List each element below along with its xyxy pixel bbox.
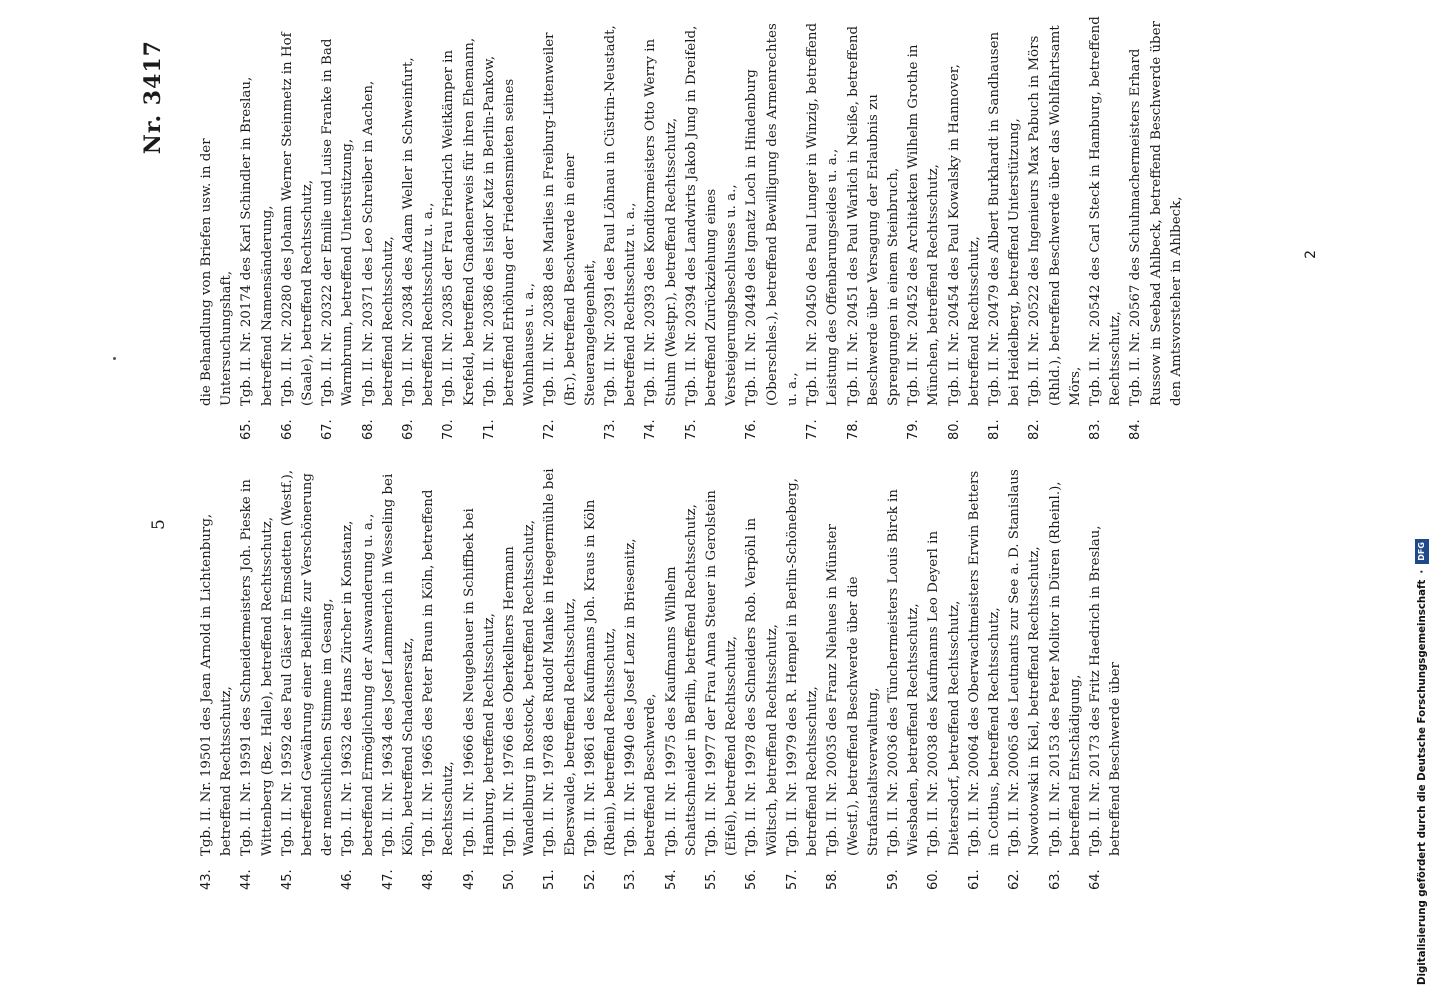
- list-item: [844, 10, 905, 440]
- digitization-credit-strip: [1410, 0, 1434, 1000]
- list-item: [379, 465, 419, 890]
- entry-text: Tgb. II. Nr. 19665 des Peter Braun in Köln, betreffend Rechtsschutz,: [421, 489, 457, 856]
- entry-number: 66.: [279, 419, 295, 440]
- list-item: [540, 10, 601, 440]
- list-item: [197, 465, 237, 890]
- list-item: [439, 10, 479, 440]
- entry-text: Tgb. II. Nr. 20280 des Johann Werner Steinmetz in Hof (Saale), betreffend Rechtsschutz,: [279, 32, 316, 406]
- continuation-text: die Behandlung von Briefen usw. in der Untersuchungshaft,: [199, 138, 235, 406]
- entry-text: Tgb. II. Nr. 19861 des Kaufmanns Joh. Kraus in Köln (Rhein), betreffend Rechtsschutz,: [582, 499, 619, 856]
- entry-text: Tgb. II. Nr. 20449 des Ignatz Loch in Hindenburg (Oberschles.), betreffend Bewilligung des Armenrechtes u. a.,: [744, 23, 800, 406]
- entry-number: 72.: [542, 419, 558, 440]
- entry-text: Tgb. II. Nr. 20385 der Frau Friedrich Weitkämper in Krefeld, betreffend Gnadenerweis für ihren Ehemann,: [441, 37, 477, 406]
- entry-text: Tgb. II. Nr. 20450 des Paul Lunger in Winzig, betreffend Leistung des Offenbarungseides u. a.,: [805, 22, 841, 406]
- list-item: [338, 465, 378, 890]
- list-item: [742, 465, 782, 890]
- entry-number: 59.: [885, 869, 901, 890]
- entry-text: Tgb. II. Nr. 20173 des Fritz Haedrich in Breslau, betreffend Beschwerde über: [1087, 525, 1124, 856]
- entry-text: Tgb. II. Nr. 20035 des Franz Niehues in Münster (Westf.), betreffend Beschwerde über die Strafanstaltsverwaltung,: [825, 524, 881, 856]
- entry-number: 74.: [643, 419, 659, 440]
- entry-text: Tgb. II. Nr. 20388 des Marlies in Freiburg-Littenweiler (Br.), betreffend Beschwerde in einer Steuerangelegenheit,: [542, 32, 598, 406]
- entry-number: 63.: [1047, 869, 1063, 890]
- list-item: [965, 465, 1005, 890]
- list-item: [803, 10, 843, 440]
- list-item: [924, 465, 964, 890]
- entry-text: Tgb. II. Nr. 20371 des Leo Schreiber in Aachen, betreffend Rechtsschutz,: [360, 80, 396, 406]
- list-item: [682, 10, 743, 440]
- list-item: [621, 465, 661, 890]
- entry-text: Tgb. II. Nr. 19591 des Schneidermeisters Joh. Pieske in Wittenberg (Bez. Halle), betreffend Rechtsschutz,: [239, 479, 275, 856]
- list-item: [419, 465, 459, 890]
- entry-number: 65.: [239, 419, 255, 440]
- continuation-line: [197, 10, 237, 440]
- list-item: [662, 465, 702, 890]
- entry-number: 44.: [239, 869, 255, 890]
- entry-number: 57.: [784, 869, 800, 890]
- entry-text: Tgb. II. Nr. 20153 des Peter Molitor in Düren (Rheinl.), betreffend Entschädigung,: [1047, 481, 1083, 856]
- list-item: [823, 465, 884, 890]
- entry-text: Tgb. II. Nr. 19940 des Josef Lenz in Briesenitz, betreffend Beschwerde,: [623, 538, 659, 856]
- list-item: [237, 465, 277, 890]
- entry-text: Tgb. II. Nr. 19978 des Schneiders Rob. Verpöhl in Wöltsch, betreffend Rechtsschutz,: [744, 517, 780, 856]
- entry-number: 53.: [623, 869, 639, 890]
- entry-text: Tgb. II. Nr. 20454 des Paul Kowalsky in Hannover, betreffend Rechtsschutz,: [946, 64, 982, 406]
- entry-number: 68.: [360, 419, 376, 440]
- entry-number: 75.: [683, 419, 699, 440]
- entry-text: Tgb. II. Nr. 19768 des Rudolf Manke in Heegermühle bei Eberswalde, betreffend Rechtsschutz,: [542, 468, 578, 856]
- credit-text: Digitalisierung gefördert durch die Deutsche Forschungsgemeinschaft: [1416, 579, 1428, 985]
- rotated-document: [135, 0, 1365, 900]
- entry-number: 67.: [320, 419, 336, 440]
- entry-number: 54.: [663, 869, 679, 890]
- entry-number: 70.: [441, 419, 457, 440]
- list-item: [1126, 10, 1187, 440]
- digitization-credit: Digitalisierung gefördert durch die Deutsche Forschungsgemeinschaft · DFG: [1414, 5, 1430, 985]
- entry-text: Tgb. II. Nr. 19592 des Paul Gläser in Emsdetten (Westf.), betreffend Gewährung einer Beihilfe zur Verschönerung der menschlichen Stimme im Gesang,: [279, 469, 336, 856]
- right-column: [197, 10, 1187, 440]
- entry-text: Tgb. II. Nr. 19977 der Frau Anna Steuer in Gerolstein (Eifel), betreffend Rechtsschutz,: [704, 490, 740, 856]
- entry-text: Tgb. II. Nr. 20038 des Kaufmanns Leo Deyerl in Dietersdorf, betreffend Rechtsschutz,: [926, 530, 962, 856]
- entry-number: 78.: [845, 419, 861, 440]
- list-item: [581, 465, 621, 890]
- entry-text: Tgb. II. Nr. 20479 des Albert Burkhardt in Sandhausen bei Heidelberg, betreffend Unterstützung,: [986, 31, 1023, 406]
- entry-text: Tgb. II. Nr. 20064 des Oberwachtmeisters Erwin Betters in Cottbus, betreffend Rechtsschutz,: [966, 470, 1002, 856]
- page-number: 5: [149, 519, 169, 530]
- entry-number: 58.: [825, 869, 841, 890]
- list-item: [399, 10, 439, 440]
- entry-number: 82.: [1027, 419, 1043, 440]
- entry-text: Tgb. II. Nr. 20567 des Schuhmachermeisters Erhard Russow in Seebad Ahlbeck, betreffend Beschwerde über den Amtsvorsteher in Ahlbeck,: [1128, 21, 1184, 406]
- entry-text: Tgb. II. Nr. 19666 des Neugebauer in Schiffbek bei Hamburg, betreffend Rechtsschutz,: [461, 508, 497, 856]
- list-item: [540, 465, 580, 890]
- left-column: [197, 465, 1126, 890]
- entry-number: 64.: [1087, 869, 1103, 890]
- entry-number: 79.: [906, 419, 922, 440]
- entry-number: 83.: [1087, 419, 1103, 440]
- entry-number: 76.: [744, 419, 760, 440]
- entry-text: Tgb. II. Nr. 20384 des Adam Weller in Schweinfurt, betreffend Rechtsschutz u. a.,: [401, 57, 437, 406]
- entry-text: Tgb. II. Nr. 20174 des Karl Schindler in Breslau, betreffend Namensänderung,: [239, 76, 275, 406]
- page-header: [135, 0, 185, 900]
- entry-number: 51.: [542, 869, 558, 890]
- list-item: [742, 10, 803, 440]
- entry-text: Tgb. II. Nr. 20452 des Architekten Wilhelm Grothe in München, betreffend Rechtsschutz,: [906, 44, 942, 406]
- entry-number: 49.: [461, 869, 477, 890]
- list-item: [1005, 465, 1045, 890]
- entry-number: 80.: [946, 419, 962, 440]
- list-item: [783, 465, 823, 890]
- entry-number: 43.: [199, 869, 214, 890]
- entry-text: Tgb. II. Nr. 20522 des Ingenieurs Max Pabuch in Mörs (Rhld.), betreffend Beschwerde über das Wohlfahrtsamt Mörs,: [1027, 25, 1083, 406]
- document-number-title: Nr. 3417: [140, 40, 166, 155]
- entry-text: Tgb. II. Nr. 19975 des Kaufmanns Wilhelm Schattschneider in Berlin, betreffend Rechtsschutz,: [663, 504, 699, 856]
- entry-number: 52.: [582, 869, 598, 890]
- list-item: [945, 10, 985, 440]
- list-item: [460, 465, 500, 890]
- entry-text: Tgb. II. Nr. 20322 der Emilie und Luise Franke in Bad Warmbrunn, betreffend Unterstützung,: [320, 38, 356, 406]
- list-item: [1086, 465, 1126, 890]
- list-item: [480, 10, 541, 440]
- entry-number: 60.: [926, 869, 942, 890]
- entry-number: 47.: [380, 869, 396, 890]
- list-item: [884, 465, 924, 890]
- dfg-logo: DFG: [1415, 539, 1429, 564]
- list-item: [985, 10, 1025, 440]
- entry-text: Tgb. II. Nr. 20036 des Tünchermeisters Louis Birck in Wiesbaden, betreffend Rechtsschutz,: [885, 489, 922, 856]
- list-item: [641, 10, 681, 440]
- signature-mark: 2: [1303, 250, 1319, 259]
- entry-text: Tgb. II. Nr. 20065 des Leutnants zur See a. D. Stanislaus Nowotowski in Kiel, betreffend Rechtsschutz,: [1007, 469, 1043, 856]
- entry-number: 69.: [401, 419, 417, 440]
- entry-text: Tgb. II. Nr. 19979 des R. Hempel in Berlin-Schöneberg, betreffend Rechtsschutz,: [784, 478, 821, 856]
- entry-number: 48.: [421, 869, 437, 890]
- right-entries: [237, 10, 1187, 440]
- entry-number: 73.: [603, 419, 619, 440]
- entry-number: 77.: [805, 419, 821, 440]
- entry-text: Tgb. II. Nr. 20394 des Landwirts Jakob Jung in Dreifeld, betreffend Zurückziehung eines Versteigerungsbeschlusses u. a.,: [683, 25, 740, 406]
- list-item: [500, 465, 540, 890]
- entry-text: Tgb. II. Nr. 19501 des Jean Arnold in Lichtenburg, betreffend Rechtsschutz,: [199, 513, 235, 856]
- list-item: [318, 10, 358, 440]
- list-item: [359, 10, 399, 440]
- entry-number: 81.: [986, 419, 1002, 440]
- entry-number: 46.: [340, 869, 356, 890]
- list-item: [278, 465, 339, 890]
- entry-text: Tgb. II. Nr. 19766 des Oberkellners Hermann Wandelburg in Rostock, betreffend Rechtsschutz,: [502, 520, 538, 856]
- scan-speck: [113, 357, 116, 360]
- list-item: [278, 10, 318, 440]
- entry-number: 71.: [481, 419, 497, 440]
- entry-number: 45.: [279, 869, 295, 890]
- entry-text: Tgb. II. Nr. 19632 des Hans Zürcher in Konstanz, betreffend Ermöglichung der Auswanderung u. a.,: [340, 513, 376, 856]
- entry-text: Tgb. II. Nr. 20542 des Carl Steck in Hamburg, betreffend Rechtsschutz,: [1087, 16, 1124, 406]
- entry-text: Tgb. II. Nr. 20386 des Isidor Katz in Berlin-Pankow, betreffend Erhöhung der Friedensmieten seines Wohnhauses u. a.,: [481, 55, 538, 406]
- entry-number: 50.: [502, 869, 518, 890]
- entry-number: 84.: [1128, 419, 1144, 440]
- entry-text: Tgb. II. Nr. 20393 des Konditormeisters Otto Werry in Stuhm (Westpr.), betreffend Rechtsschutz,: [643, 38, 679, 406]
- entry-number: 56.: [744, 869, 760, 890]
- list-item: [904, 10, 944, 440]
- entry-number: 55.: [704, 869, 720, 890]
- entry-text: Tgb. II. Nr. 20451 des Paul Warlich in Neiße, betreffend Beschwerde über Versagung der Erlaubnis zu Sprengungen in einem Steinbruch,: [845, 25, 901, 406]
- entry-number: 61.: [966, 869, 982, 890]
- entry-text: Tgb. II. Nr. 19634 des Josef Lammerich in Wesseling bei Köln, betreffend Schadenersatz,: [380, 473, 417, 856]
- entry-number: 62.: [1007, 869, 1023, 890]
- list-item: [1046, 465, 1086, 890]
- list-item: [1025, 10, 1086, 440]
- list-item: [601, 10, 641, 440]
- list-item: [1086, 10, 1126, 440]
- list-item: [702, 465, 742, 890]
- list-item: [237, 10, 277, 440]
- entry-text: Tgb. II. Nr. 20391 des Paul Löhnau in Cüstrin-Neustadt, betreffend Rechtsschutz u. a.,: [603, 25, 639, 406]
